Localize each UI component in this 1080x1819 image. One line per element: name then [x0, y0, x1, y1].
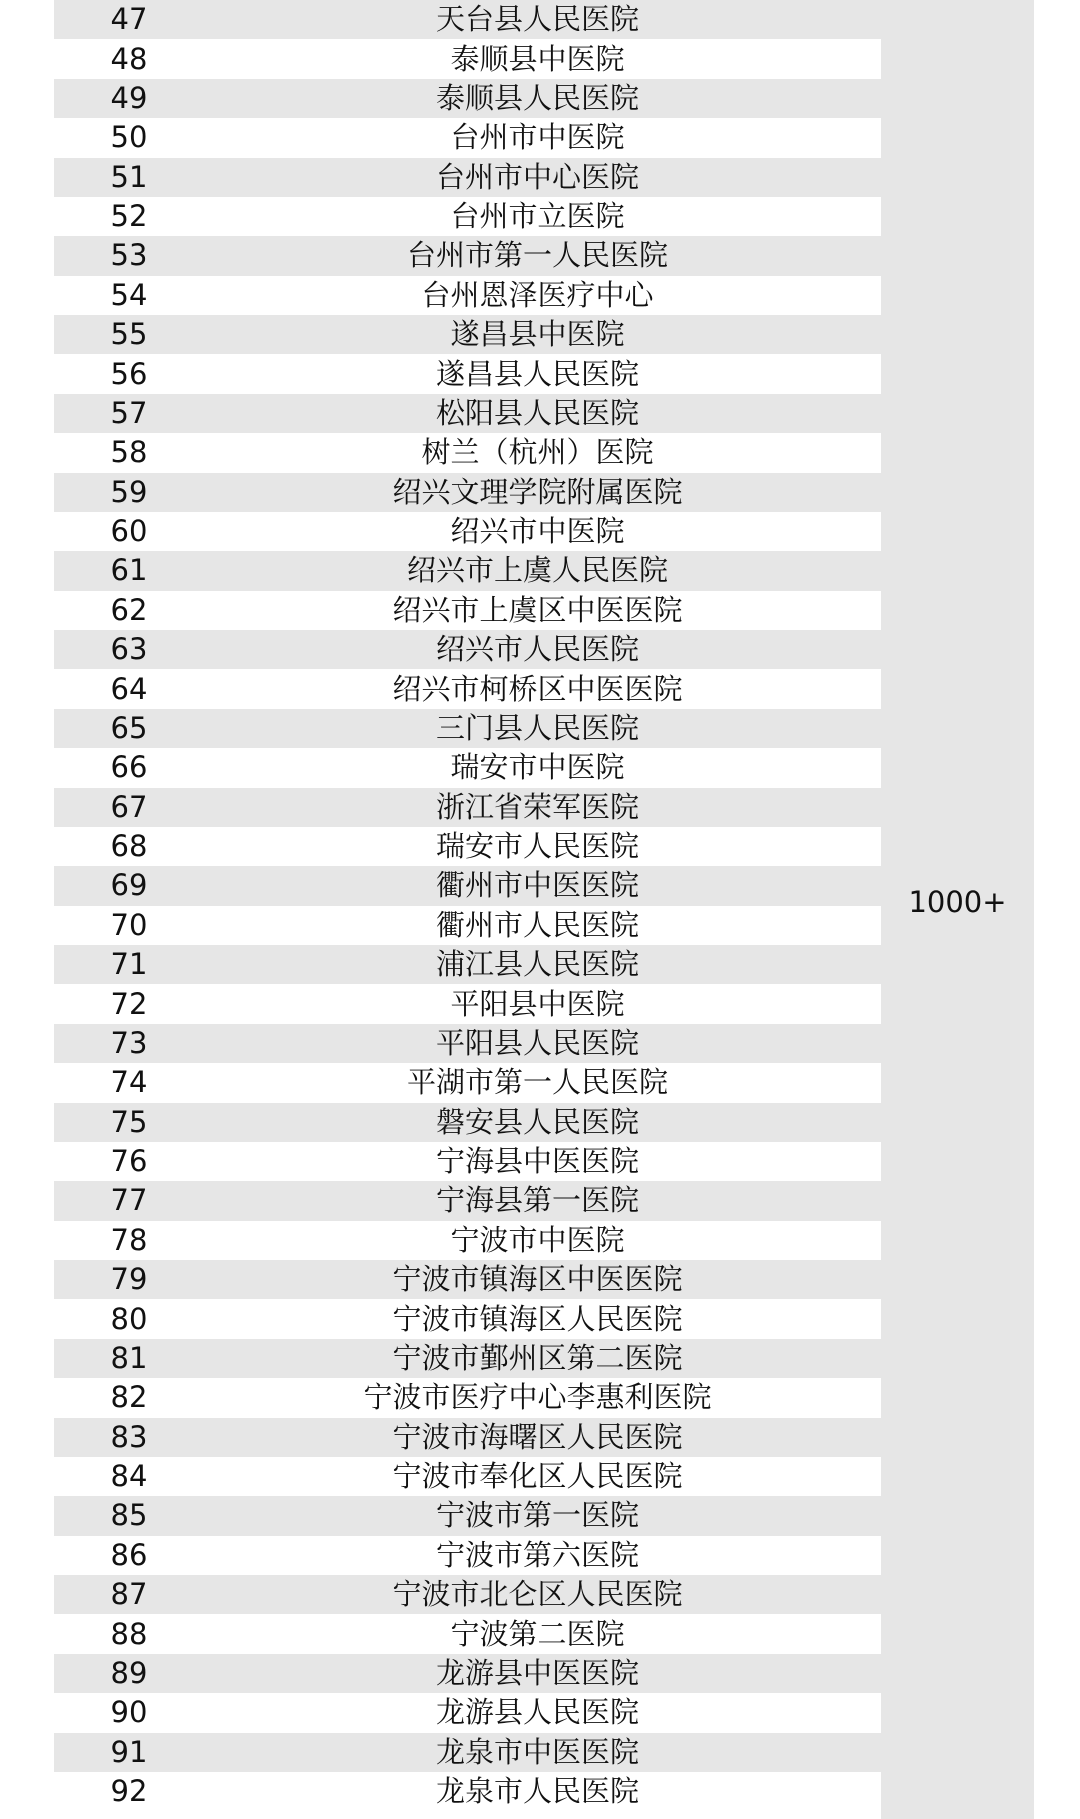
table-row [54, 1260, 881, 1299]
hospital-name: 磐安县人民医院 [435, 1104, 639, 1139]
hospital-name: 宁波市海曙区人民医院 [392, 1419, 683, 1454]
hospital-name: 泰顺县人民医院 [435, 80, 639, 115]
table-row [54, 1772, 881, 1811]
row-number: 78 [110, 1222, 148, 1257]
table-row [54, 1221, 881, 1260]
row-number: 54 [110, 277, 148, 312]
hospital-name: 龙游县人民医院 [435, 1695, 639, 1730]
count-label: 1000+ [908, 885, 1007, 919]
hospital-name: 龙泉市人民医院 [435, 1774, 639, 1809]
row-number: 83 [110, 1419, 148, 1454]
table-row [54, 1536, 881, 1575]
hospital-name: 宁波市鄞州区第二医院 [392, 1340, 683, 1375]
row-number: 73 [110, 1025, 148, 1060]
table-row [54, 1654, 881, 1693]
table-row [54, 1575, 881, 1614]
table-row [54, 236, 881, 275]
row-number: 50 [110, 120, 148, 155]
row-number: 48 [110, 41, 148, 76]
hospital-name: 遂昌县人民医院 [435, 356, 639, 391]
table-row [54, 1693, 881, 1732]
row-number: 77 [110, 1183, 148, 1218]
table-row [54, 1418, 881, 1457]
row-number: 57 [110, 395, 148, 430]
table-row [54, 39, 881, 78]
row-number: 64 [110, 671, 148, 706]
row-number: 67 [110, 789, 148, 824]
table-row [54, 1024, 881, 1063]
hospital-name: 台州市第一人民医院 [406, 238, 668, 273]
row-number: 82 [110, 1380, 148, 1415]
hospital-name: 松阳县人民医院 [435, 395, 639, 430]
table-row [54, 630, 881, 669]
row-number: 71 [110, 947, 148, 982]
row-number: 79 [110, 1262, 148, 1297]
hospital-name: 三门县人民医院 [435, 710, 639, 745]
row-number: 53 [110, 238, 148, 273]
row-number: 89 [110, 1655, 148, 1690]
hospital-name: 绍兴市上虞人民医院 [406, 553, 668, 588]
hospital-name: 宁波市北仑区人民医院 [392, 1577, 683, 1612]
table-row [54, 512, 881, 551]
row-number: 66 [110, 750, 148, 785]
row-number: 87 [110, 1577, 148, 1612]
table-row [54, 0, 881, 39]
hospital-name: 台州市中心医院 [435, 159, 639, 194]
row-number: 49 [110, 80, 148, 115]
table-row [54, 276, 881, 315]
table-row [54, 1733, 881, 1772]
row-number: 84 [110, 1459, 148, 1494]
row-number: 63 [110, 632, 148, 667]
table-row [54, 1103, 881, 1142]
row-number: 88 [110, 1616, 148, 1651]
row-number: 59 [110, 474, 148, 509]
table-row [54, 1142, 881, 1181]
table-row [54, 1181, 881, 1220]
row-number: 90 [110, 1695, 148, 1730]
table-row [54, 1299, 881, 1338]
row-number: 85 [110, 1498, 148, 1533]
table-row [54, 1063, 881, 1102]
table-row [54, 354, 881, 393]
row-number: 86 [110, 1537, 148, 1572]
table-row [54, 709, 881, 748]
table-row [54, 1457, 881, 1496]
table-row [54, 158, 881, 197]
row-number: 58 [110, 435, 148, 470]
table-row [54, 669, 881, 708]
hospital-name: 泰顺县中医院 [450, 41, 625, 76]
row-number: 55 [110, 317, 148, 352]
row-number: 70 [110, 907, 148, 942]
hospital-name: 宁波市中医院 [450, 1222, 625, 1257]
hospital-name: 树兰（杭州）医院 [421, 435, 654, 470]
table-row [54, 788, 881, 827]
hospital-name: 宁波市镇海区人民医院 [392, 1301, 683, 1336]
hospital-table [54, 0, 1034, 1819]
table-row [54, 591, 881, 630]
table-row [54, 1339, 881, 1378]
hospital-name: 衢州市人民医院 [435, 907, 639, 942]
hospital-name: 浙江省荣军医院 [435, 789, 639, 824]
hospital-name: 龙泉市中医医院 [435, 1734, 639, 1769]
table-row [54, 945, 881, 984]
row-number: 52 [110, 199, 148, 234]
hospital-name: 宁波市镇海区中医医院 [392, 1262, 683, 1297]
table-row [54, 866, 881, 905]
hospital-name: 绍兴市中医院 [450, 514, 625, 549]
table-row [54, 79, 881, 118]
row-number: 72 [110, 986, 148, 1021]
hospital-name: 台州恩泽医疗中心 [421, 277, 654, 312]
row-number: 81 [110, 1340, 148, 1375]
hospital-name: 衢州市中医医院 [435, 868, 639, 903]
hospital-name: 绍兴市柯桥区中医医院 [392, 671, 683, 706]
hospital-name: 平湖市第一人民医院 [406, 1065, 668, 1100]
table-row [54, 984, 881, 1023]
hospital-name: 浦江县人民医院 [435, 947, 639, 982]
table-row [54, 1614, 881, 1653]
table-row [54, 315, 881, 354]
row-number: 60 [110, 514, 148, 549]
table-row [54, 433, 881, 472]
table-row [54, 118, 881, 157]
table-row [54, 1496, 881, 1535]
row-number: 75 [110, 1104, 148, 1139]
hospital-name: 遂昌县中医院 [450, 317, 625, 352]
row-number: 47 [110, 2, 148, 37]
hospital-name: 宁海县中医医院 [435, 1144, 639, 1179]
hospital-name: 绍兴文理学院附属医院 [392, 474, 683, 509]
table-row [54, 473, 881, 512]
row-number: 76 [110, 1144, 148, 1179]
row-number: 92 [110, 1774, 148, 1809]
hospital-name: 台州市中医院 [450, 120, 625, 155]
hospital-name: 绍兴市人民医院 [435, 632, 639, 667]
row-number: 68 [110, 829, 148, 864]
row-number: 51 [110, 159, 148, 194]
hospital-name: 宁波市奉化区人民医院 [392, 1459, 683, 1494]
row-number: 62 [110, 592, 148, 627]
hospital-name: 宁波第二医院 [450, 1616, 625, 1651]
table-row [54, 748, 881, 787]
hospital-name: 平阳县中医院 [450, 986, 625, 1021]
row-number: 56 [110, 356, 148, 391]
table-row [54, 551, 881, 590]
table-row [54, 827, 881, 866]
hospital-name: 宁波市第一医院 [435, 1498, 639, 1533]
hospital-name: 宁波市第六医院 [435, 1537, 639, 1572]
table-row [54, 394, 881, 433]
row-number: 80 [110, 1301, 148, 1336]
table-row [54, 1378, 881, 1417]
row-number: 61 [110, 553, 148, 588]
hospital-name: 瑞安市中医院 [450, 750, 625, 785]
hospital-name: 绍兴市上虞区中医医院 [392, 592, 683, 627]
table-row [54, 197, 881, 236]
hospital-name: 宁海县第一医院 [435, 1183, 639, 1218]
hospital-name: 瑞安市人民医院 [435, 829, 639, 864]
table-rows [54, 0, 881, 1811]
row-number: 74 [110, 1065, 148, 1100]
hospital-name: 平阳县人民医院 [435, 1025, 639, 1060]
hospital-name: 天台县人民医院 [435, 2, 639, 37]
hospital-name: 龙游县中医医院 [435, 1655, 639, 1690]
row-number: 69 [110, 868, 148, 903]
table-row [54, 906, 881, 945]
hospital-name: 宁波市医疗中心李惠利医院 [363, 1380, 712, 1415]
merged-count-column [881, 0, 1034, 1819]
row-number: 65 [110, 710, 148, 745]
row-number: 91 [110, 1734, 148, 1769]
hospital-name: 台州市立医院 [450, 199, 625, 234]
